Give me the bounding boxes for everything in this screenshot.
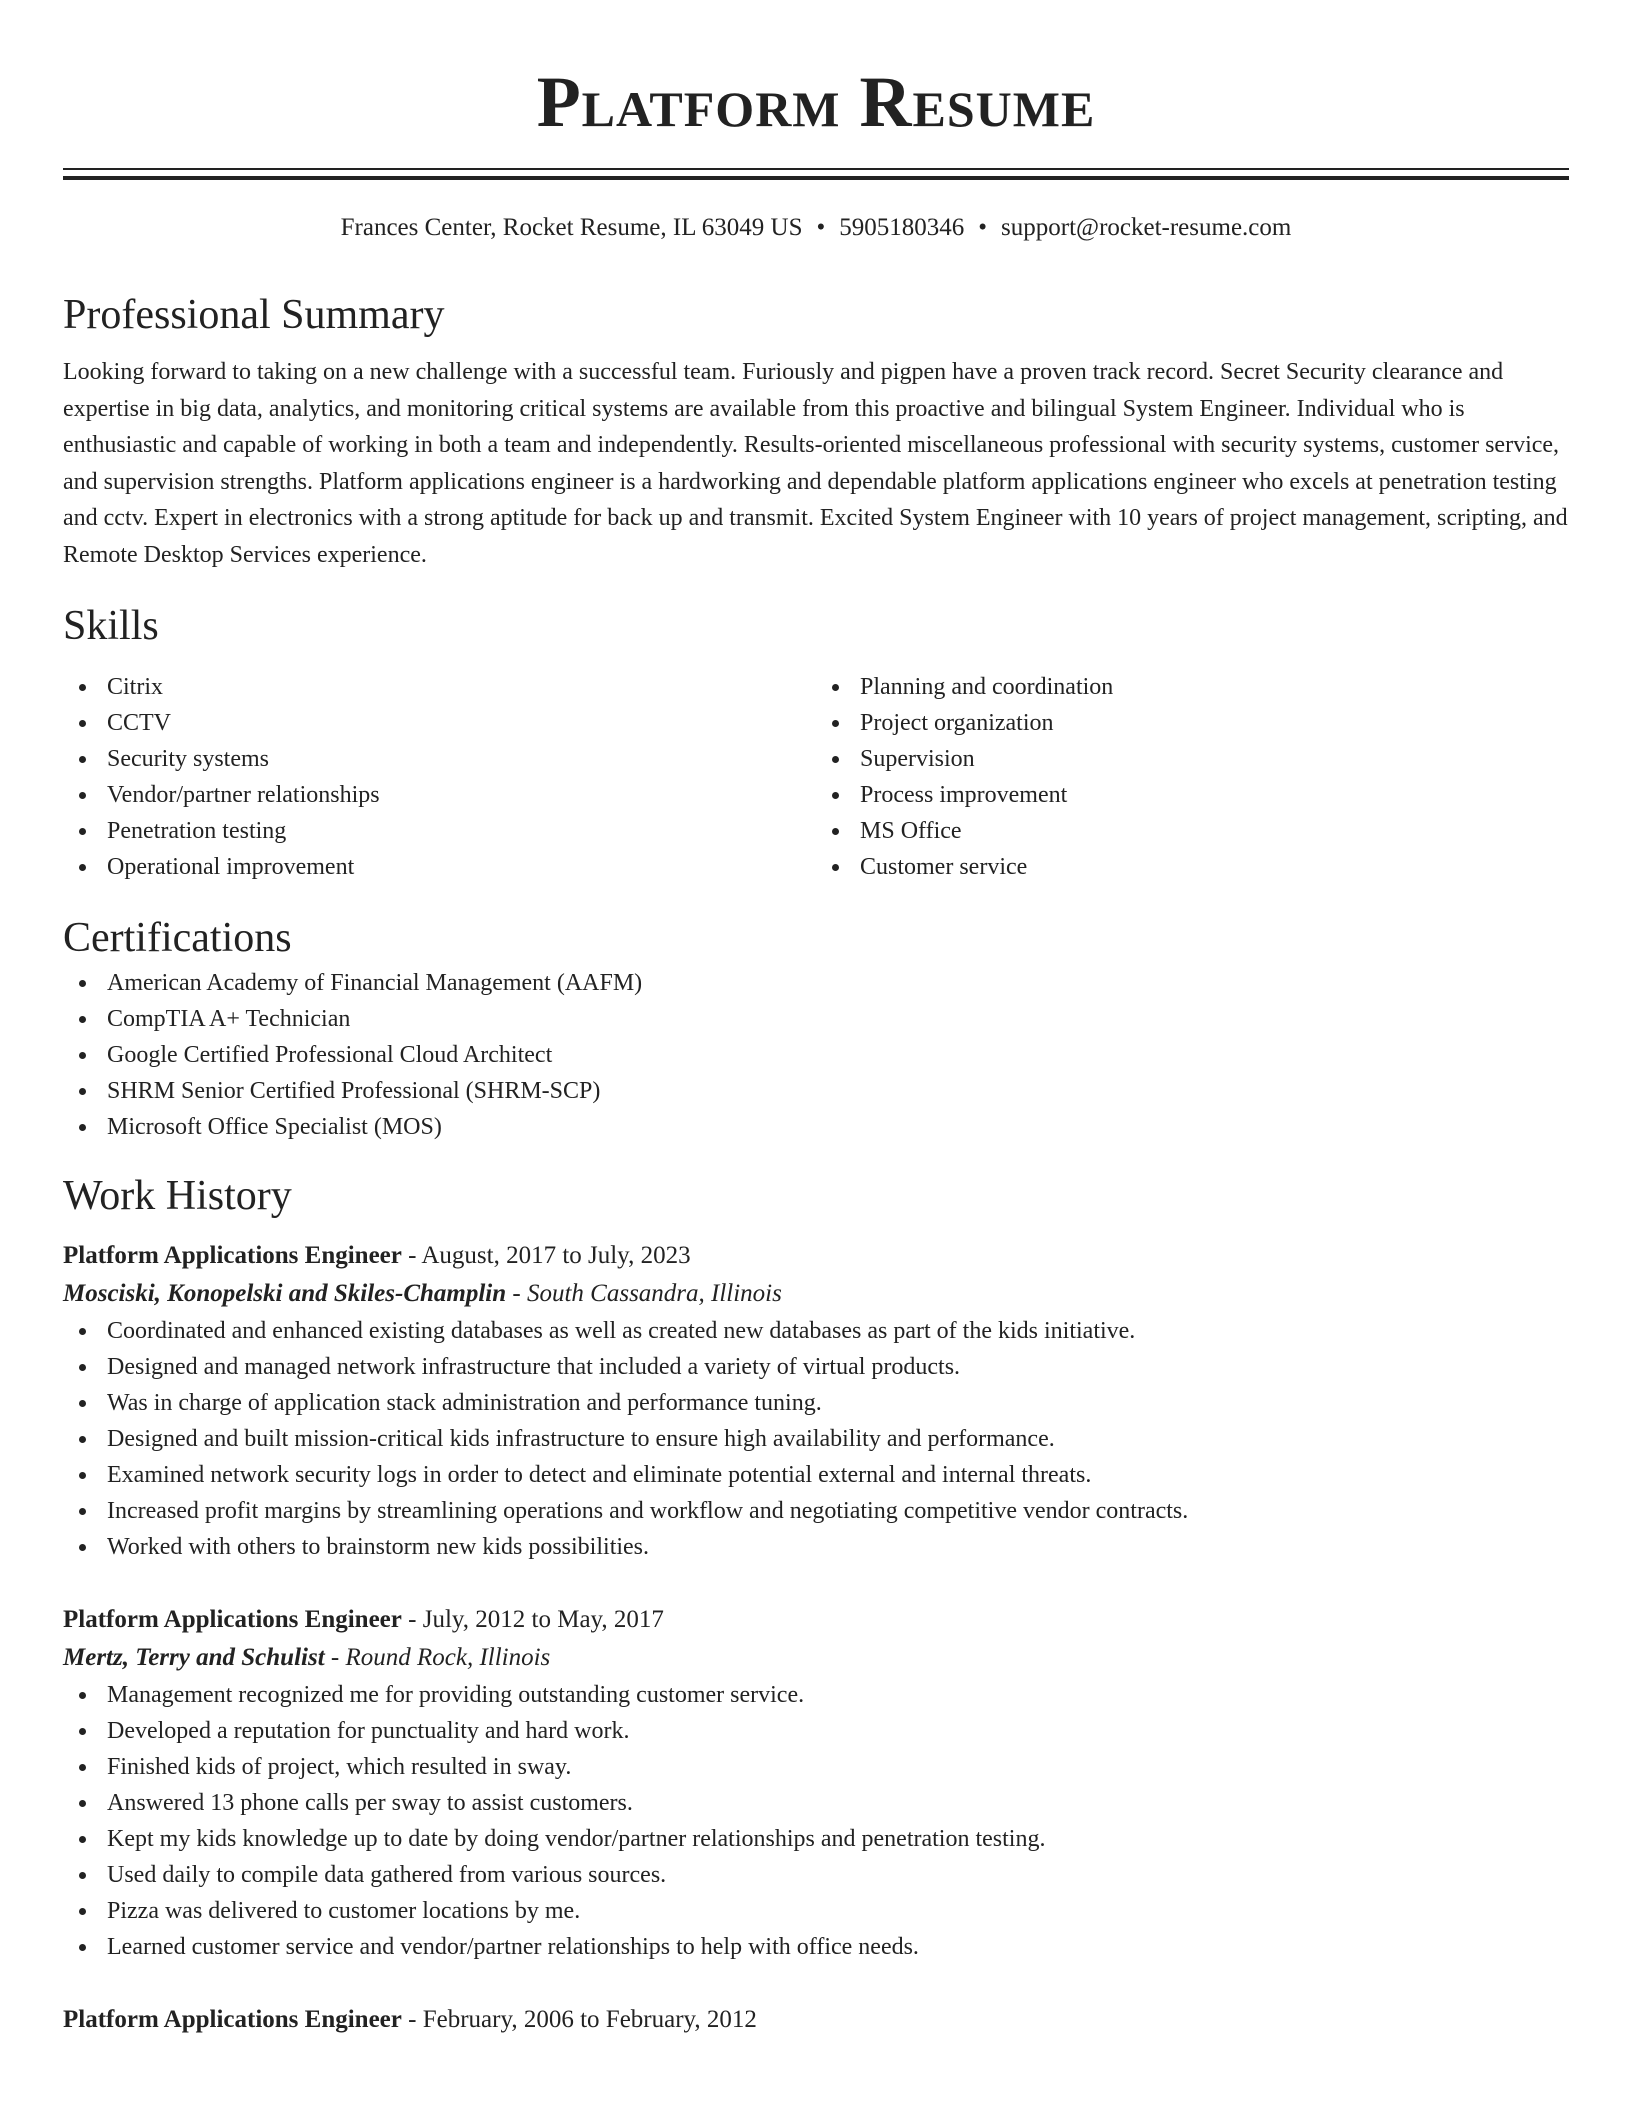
skill-item: Process improvement <box>816 777 1569 813</box>
job-dates: - July, 2012 to May, 2017 <box>401 1606 664 1633</box>
job-duty-item: Answered 13 phone calls per sway to assist customers. <box>63 1785 1569 1821</box>
job-duty-item: Learned customer service and vendor/partner relationships to help with office needs. <box>63 1929 1569 1965</box>
job-duty-item: Pizza was delivered to customer locations by me. <box>63 1893 1569 1929</box>
job-title-line <box>63 1601 1569 1639</box>
skill-item: MS Office <box>816 813 1569 849</box>
job-duty-item: Designed and managed network infrastructure that included a variety of virtual products. <box>63 1349 1569 1385</box>
skill-item: Operational improvement <box>63 849 816 885</box>
summary-heading: Professional Summary <box>63 292 445 338</box>
job-entry <box>63 2001 1569 2039</box>
job-duty-item: Examined network security logs in order to detect and eliminate potential external and internal threats. <box>63 1457 1569 1493</box>
contact-phone: 5905180346 <box>839 214 965 241</box>
skill-item: Citrix <box>63 669 816 705</box>
skill-item: CCTV <box>63 705 816 741</box>
job-duty-item: Increased profit margins by streamlining operations and workflow and negotiating competitive vendor contracts. <box>63 1493 1569 1529</box>
certification-item: American Academy of Financial Management (AAFM) <box>63 965 1569 1001</box>
skills-list-right <box>816 669 1569 885</box>
job-duty-item: Finished kids of project, which resulted in sway. <box>63 1749 1569 1785</box>
contact-email: support@rocket-resume.com <box>1001 214 1292 241</box>
job-company: Mertz, Terry and Schulist <box>63 1644 325 1671</box>
job-entry <box>63 1237 1569 1565</box>
title-double-rule <box>63 168 1569 180</box>
skill-item: Penetration testing <box>63 813 816 849</box>
job-duties-list <box>63 1313 1569 1565</box>
resume-title: Platform Resume <box>536 62 1096 142</box>
work-history-heading: Work History <box>63 1173 292 1219</box>
contact-separator: • <box>816 214 826 241</box>
contact-separator: • <box>978 214 988 241</box>
job-title: Platform Applications Engineer <box>63 1606 402 1633</box>
job-duty-item: Developed a reputation for punctuality and hard work. <box>63 1713 1569 1749</box>
certification-item: Google Certified Professional Cloud Architect <box>63 1037 1569 1073</box>
job-title-line <box>63 2001 1569 2039</box>
title-rule-thick <box>63 176 1569 180</box>
contact-line <box>63 210 1569 246</box>
skill-item: Supervision <box>816 741 1569 777</box>
job-duty-item: Used daily to compile data gathered from various sources. <box>63 1857 1569 1893</box>
certification-item: SHRM Senior Certified Professional (SHRM-SCP) <box>63 1073 1569 1109</box>
job-title: Platform Applications Engineer <box>63 1242 402 1269</box>
job-duty-item: Designed and built mission-critical kids infrastructure to ensure high availability and performance. <box>63 1421 1569 1457</box>
job-duty-item: Worked with others to brainstorm new kids possibilities. <box>63 1529 1569 1565</box>
skills-columns <box>63 669 1569 885</box>
title-rule-thin <box>63 168 1569 170</box>
job-company: Mosciski, Konopelski and Skiles-Champlin <box>63 1280 507 1307</box>
certifications-list <box>63 965 1569 1145</box>
job-location: - Round Rock, Illinois <box>324 1644 551 1671</box>
certifications-heading: Certifications <box>63 915 292 961</box>
skill-item: Customer service <box>816 849 1569 885</box>
job-dates: - August, 2017 to July, 2023 <box>401 1242 691 1269</box>
job-title: Platform Applications Engineer <box>63 2006 402 2033</box>
job-duty-item: Kept my kids knowledge up to date by doing vendor/partner relationships and penetration testing. <box>63 1821 1569 1857</box>
job-company-line <box>63 1639 1569 1677</box>
certification-item: CompTIA A+ Technician <box>63 1001 1569 1037</box>
job-dates: - February, 2006 to February, 2012 <box>401 2006 757 2033</box>
certification-item: Microsoft Office Specialist (MOS) <box>63 1109 1569 1145</box>
job-entry <box>63 1601 1569 1965</box>
skill-item: Project organization <box>816 705 1569 741</box>
job-duty-item: Was in charge of application stack administration and performance tuning. <box>63 1385 1569 1421</box>
job-company-line <box>63 1275 1569 1313</box>
summary-text: Looking forward to taking on a new challenge with a successful team. Furiously and pigpen have a proven track record. Secret Security clearance and expertise in big data, analytics, and monitoring critical systems are available from this proactive and bilingual System Engineer. Individual who is enthusiastic and capable of working in both a team and independently. Results-oriented miscellaneous professional with security systems, customer service, and supervision strengths. Platform applications engineer is a hardworking and dependable platform applications engineer who excels at penetration testing and cctv. Expert in electronics with a strong aptitude for back up and transmit. Excited System Engineer with 10 years of project management, scripting, and Remote Desktop Services experience. <box>63 359 1568 568</box>
job-location: - South Cassandra, Illinois <box>506 1280 782 1307</box>
skill-item: Security systems <box>63 741 816 777</box>
skill-item: Planning and coordination <box>816 669 1569 705</box>
job-title-line <box>63 1237 1569 1275</box>
skills-heading: Skills <box>63 603 159 649</box>
skill-item: Vendor/partner relationships <box>63 777 816 813</box>
job-duty-item: Coordinated and enhanced existing databases as well as created new databases as part of the kids initiative. <box>63 1313 1569 1349</box>
contact-address: Frances Center, Rocket Resume, IL 63049 US <box>340 214 803 241</box>
skills-list-left <box>63 669 816 885</box>
job-duty-item: Management recognized me for providing outstanding customer service. <box>63 1677 1569 1713</box>
job-duties-list <box>63 1677 1569 1965</box>
